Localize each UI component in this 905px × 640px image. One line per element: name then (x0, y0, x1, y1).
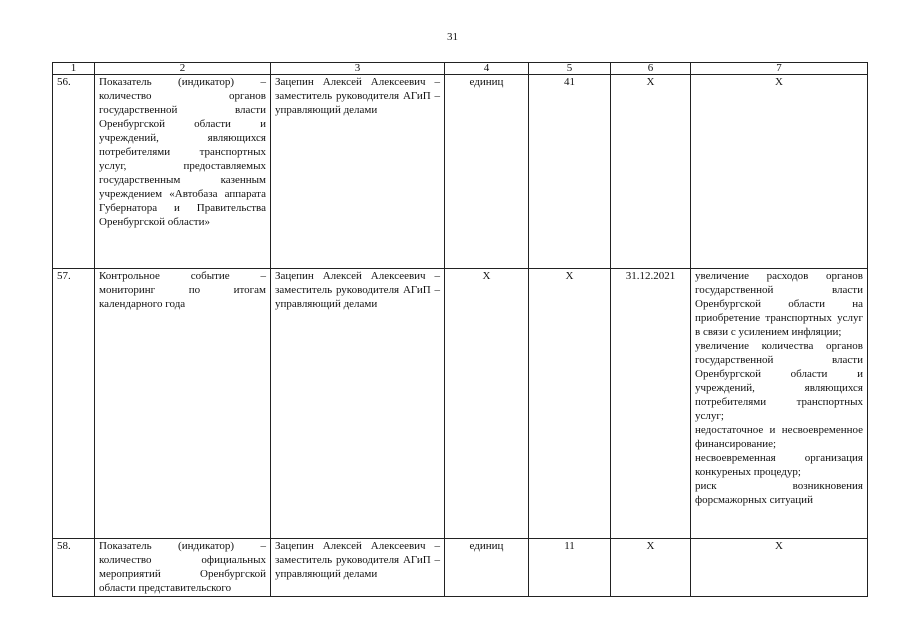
unit-cell: единиц (445, 75, 529, 269)
risk-item: увеличение расходов органов государственной власти Оренбургской области на приобретение транспортных услуг в связи с усилением инфляции; (695, 270, 863, 338)
table-row (53, 269, 868, 539)
column-header: 2 (95, 63, 271, 75)
column-header: 5 (529, 63, 611, 75)
measures-table (52, 62, 868, 597)
value-cell: 41 (529, 75, 611, 269)
risk-item: Х (775, 540, 783, 552)
responsible-person: Зацепин Алексей Алексеевич – заместитель руководителя АГиП – управляющий делами (271, 75, 445, 269)
risks-cell (691, 269, 868, 539)
measure-name: Показатель (индикатор) – количество официальных мероприятий Оренбургской области представительского (95, 539, 271, 597)
risk-item: увеличение количества органов государственной власти Оренбургской области и учреждений, являющихся потребителями транспортных услуг; (695, 340, 863, 422)
page-number: 31 (447, 31, 458, 43)
value-cell: Х (529, 269, 611, 539)
column-header: 3 (271, 63, 445, 75)
column-number-header-row (53, 63, 868, 75)
row-number: 56. (53, 75, 95, 269)
responsible-person: Зацепин Алексей Алексеевич – заместитель руководителя АГиП – управляющий делами (271, 269, 445, 539)
risk-item: риск возникновения форсмажорных ситуаций (695, 480, 863, 506)
column-header: 1 (53, 63, 95, 75)
column-header: 7 (691, 63, 868, 75)
value-cell: 11 (529, 539, 611, 597)
unit-cell: Х (445, 269, 529, 539)
column-header: 6 (611, 63, 691, 75)
risk-item: несвоевременная организация конкуреных процедур; (695, 452, 863, 478)
date-cell: 31.12.2021 (611, 269, 691, 539)
unit-cell: единиц (445, 539, 529, 597)
risks-cell (691, 75, 868, 269)
row-number: 58. (53, 539, 95, 597)
risk-item: недостаточное и несвоевременное финансирование; (695, 424, 863, 450)
column-header: 4 (445, 63, 529, 75)
responsible-person: Зацепин Алексей Алексеевич – заместитель руководителя АГиП – управляющий делами (271, 539, 445, 597)
measure-name: Показатель (индикатор) – количество органов государственной власти Оренбургской области и учреждений, являющихся потребителями транспортных услуг, предоставляемых государственным казенным учреждением «Автобаза аппарата Губернатора и Правительства Оренбургской области» (95, 75, 271, 269)
risk-item: Х (775, 76, 783, 88)
date-cell: Х (611, 75, 691, 269)
risks-cell (691, 539, 868, 597)
row-number: 57. (53, 269, 95, 539)
date-cell: Х (611, 539, 691, 597)
table-row (53, 539, 868, 597)
measure-name: Контрольное событие – мониторинг по итогам календарного года (95, 269, 271, 539)
table-row (53, 75, 868, 269)
